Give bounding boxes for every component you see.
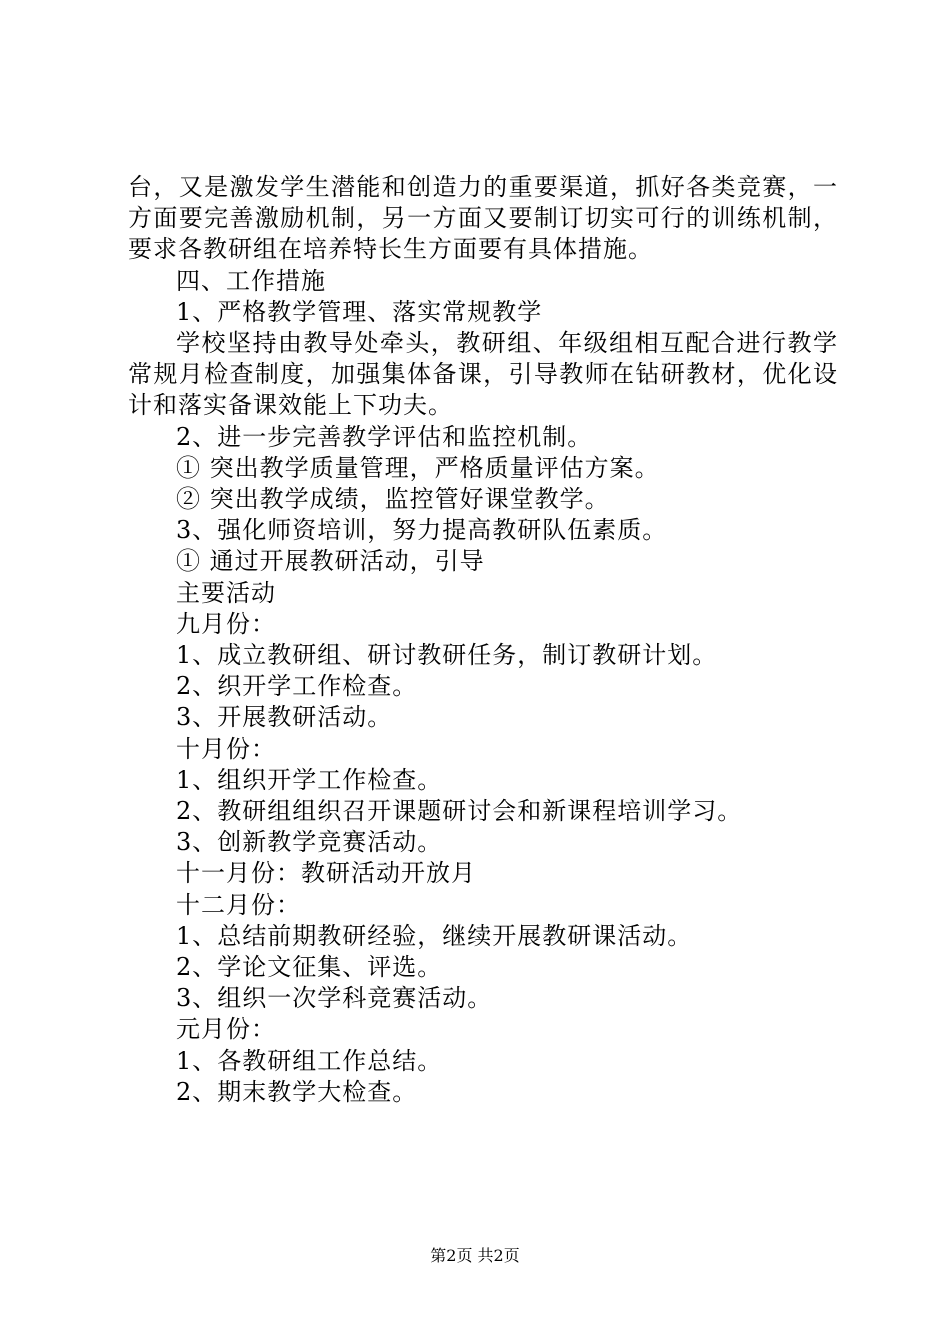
month-heading: 十一月份：教研活动开放月	[176, 859, 476, 888]
document-body	[128, 172, 838, 1108]
list-item: 1、组织开学工作检查。	[176, 765, 443, 794]
list-item: 2、织开学工作检查。	[176, 672, 418, 701]
paragraph: 台，又是激发学生潜能和创造力的重要渠道，抓好各类竞赛，一方面要完善激励机制，另一方面又要制订切实可行的训练机制，要求各教研组在培养特长生方面要有具体措施。	[128, 173, 838, 264]
list-item: 3、组织一次学科竞赛活动。	[176, 984, 493, 1013]
month-heading: 九月份：	[176, 609, 276, 638]
subheading: 2、进一步完善教学评估和监控机制。	[176, 422, 593, 451]
paragraph: 学校坚持由教导处牵头，教研组、年级组相互配合进行教学常规月检查制度，加强集体备课，引导教师在钻研教材，优化设计和落实备课效能上下功夫。	[128, 329, 838, 420]
subheading: 1、严格教学管理、落实常规教学	[176, 297, 543, 326]
list-item: ① 突出教学质量管理，严格质量评估方案。	[176, 453, 660, 482]
section-heading: 主要活动	[176, 578, 276, 607]
list-item: 2、期末教学大检查。	[176, 1077, 418, 1106]
subheading: 3、强化师资培训，努力提高教研队伍素质。	[176, 516, 668, 545]
page-footer: 第2页 共2页	[430, 1246, 520, 1265]
list-item: 1、总结前期教研经验，继续开展教研课活动。	[176, 921, 693, 950]
section-heading: 四、工作措施	[176, 266, 326, 295]
list-item: 1、成立教研组、研讨教研任务，制订教研计划。	[176, 641, 718, 670]
month-heading: 十月份：	[176, 734, 276, 763]
list-item: 2、教研组组织召开课题研讨会和新课程培训学习。	[176, 797, 743, 826]
list-item: 3、创新教学竞赛活动。	[176, 828, 443, 857]
list-item: ② 突出教学成绩，监控管好课堂教学。	[176, 485, 610, 514]
list-item: 2、学论文征集、评选。	[176, 953, 443, 982]
list-item: 1、各教研组工作总结。	[176, 1046, 443, 1075]
list-item: ① 通过开展教研活动，引导	[176, 547, 485, 576]
month-heading: 元月份：	[176, 1015, 276, 1044]
month-heading: 十二月份：	[176, 890, 301, 919]
list-item: 3、开展教研活动。	[176, 703, 393, 732]
